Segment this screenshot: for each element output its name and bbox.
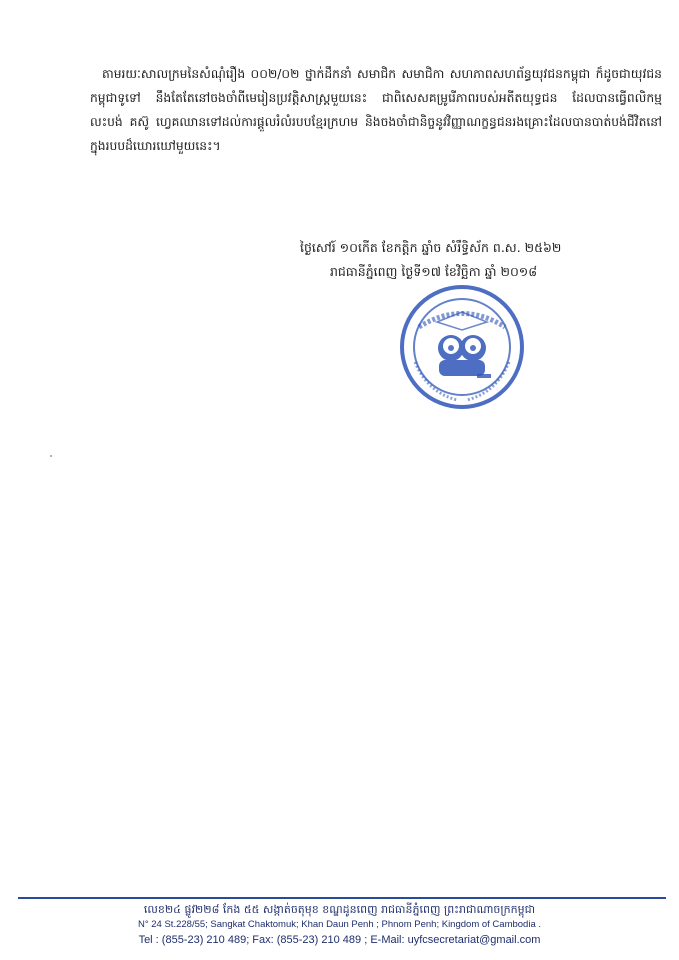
- lunar-date: ថ្ងៃសៅរ៍ ១០កើត ខែកត្តិក ឆ្នាំច សំរឹទ្ធិស័ក ព.ស. ២៥៦២: [300, 240, 562, 255]
- seal-graphic: [397, 282, 527, 412]
- footer-contact: Tel : (855-23) 210 489; Fax: (855-23) 210 489 ; E-Mail: uyfcsecretariat@gmail.com: [138, 934, 541, 946]
- letter-body: [90, 62, 662, 158]
- footer-address-english: N° 24 St.228/55; Sangkat Chaktomuk; Khan Daun Penh ; Phnom Penh; Kingdom of Cambodia .: [137, 919, 542, 930]
- letter-paragraph: តាមរយៈសាលក្រមនៃសំណុំរឿង ០០២/០២ ថ្នាក់ដឹកនាំ សមាជិក សមាជិកា សហភាពសហព័ន្ធយុវជនកម្ពុជា ក៏ដូចជាយុវជនកម្ពុជាទូទៅ នឹងតែតែនៅចងចាំពីមេរៀនប្រវត្តិសាស្ត្រមួយនេះ ជាពិសេសគម្រូរើភាពរបស់អតីតយុទ្ធជន ដែលបានធ្វើពលិកម្ម លះបង់ គស៊ូ ហ្វេគឈានទៅដល់ការផ្តួលរំលំរបបខ្មែរក្រហម និងចងចាំជានិច្ចនូវវិញ្ញាណក្ខន្ធជនរងគ្រោះដែលបានបាត់បង់ជីវិតនៅក្នុងរបបដ៏ឃោរឃៅមួយនេះ។: [90, 67, 662, 153]
- footer-rule: [18, 897, 666, 899]
- scan-speck: [50, 455, 52, 457]
- letterhead-footer: [0, 902, 679, 949]
- solar-date: រាជធានីភ្នំពេញ ថ្ងៃទី១៧ ខែវិច្ឆិកា ឆ្នាំ ២០១៨: [330, 264, 538, 279]
- organization-seal-icon: [397, 282, 527, 412]
- footer-address-khmer: លេខ២៤ ផ្លូវ២២៨ កែង ៥៥ សង្កាត់ចតុមុខ ខណ្ឌដូនពេញ រាជធានីភ្នំពេញ ព្រះរាជាណាចក្រកម្ពុជា: [143, 903, 536, 916]
- date-block: [300, 236, 670, 284]
